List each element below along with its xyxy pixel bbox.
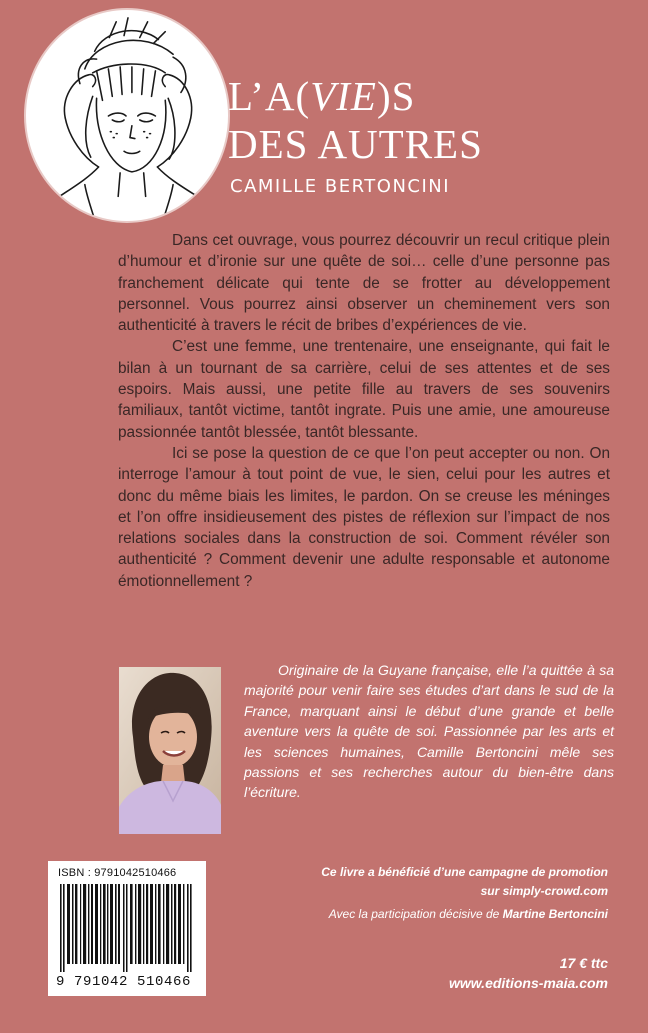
synopsis-paragraph: Ici se pose la question de ce que l’on peut accepter ou non. On interroge l’amour à tout point de vue, le sien, celui pour les autres et donc du même biais les limites, le pardon. On se creuse les méninges et l’on offre insidieusement des pistes de réflexion sur l’impact de nos relations sociales dans la construction de soi. Comment révéler son authenticité ? Comment devenir une adulte responsable et autonome émotionnellement ? <box>118 444 610 590</box>
isbn-label: ISBN : 9791042510466 <box>58 867 177 879</box>
title-line-2: DES AUTRES <box>228 121 483 167</box>
author-bio: Originaire de la Guyane française, elle l’a quittée à sa majorité pour venir faire ses études d’art dans le sud de la France, marquant ainsi le début d’une grande et belle aventure vers la quête de soi. Passionnée par les arts et les sciences humaines, Camille Bertoncini mêle ses passions et ses recherches autour du bien-être dans l’écriture. <box>244 662 614 801</box>
synopsis-paragraph: C’est une femme, une trentenaire, une enseignante, qui fait le bilan à un tournant de sa carrière, celui de ses attentes et de ses espoirs. Mais aussi, une petite fille au travers de ses souvenirs familiaux, tantôt victime, tantôt ingrate. Puis une amie, une amoureuse passionnée tantôt blessée, tantôt blessante. <box>118 338 610 441</box>
promo-line: Ce livre a bénéficié d’une campagne de promotion <box>321 865 608 879</box>
promo-line: sur simply-crowd.com <box>480 884 608 898</box>
author-photo <box>119 667 221 834</box>
girl-sketch-illustration <box>24 8 230 223</box>
participation-credit <box>288 906 608 922</box>
synopsis-paragraph: Dans cet ouvrage, vous pourrez découvrir un recul critique plein d’humour et d’ironie sur une quête de soi… celle d’une personne pas franchement délicate qui tente de se frotter au développement personnel. Vous pourrez ainsi observer un cheminement vers son authenticité à travers le récit de bribes d’expériences de vie. <box>118 232 610 335</box>
promo-credit <box>288 863 608 901</box>
title-prefix: L’A( <box>228 73 311 119</box>
title-italic: VIE <box>310 73 377 119</box>
book-title <box>228 72 628 168</box>
author-name: CAMILLE BERTONCINI <box>230 176 451 197</box>
participation-name: Martine Bertoncini <box>502 907 608 921</box>
title-suffix: )S <box>376 73 416 119</box>
barcode-icon <box>56 884 196 972</box>
isbn-digits: 9 791042 510466 <box>56 974 192 990</box>
publisher-website: www.editions-maia.com <box>449 975 608 991</box>
participation-prefix: Avec la participation décisive de <box>328 907 500 921</box>
sketch-icon <box>26 10 228 221</box>
synopsis <box>118 230 610 592</box>
isbn-barcode <box>48 861 206 996</box>
title-line-1 <box>228 72 628 120</box>
price: 17 € ttc <box>559 955 608 971</box>
portrait-photo-icon <box>119 667 221 834</box>
